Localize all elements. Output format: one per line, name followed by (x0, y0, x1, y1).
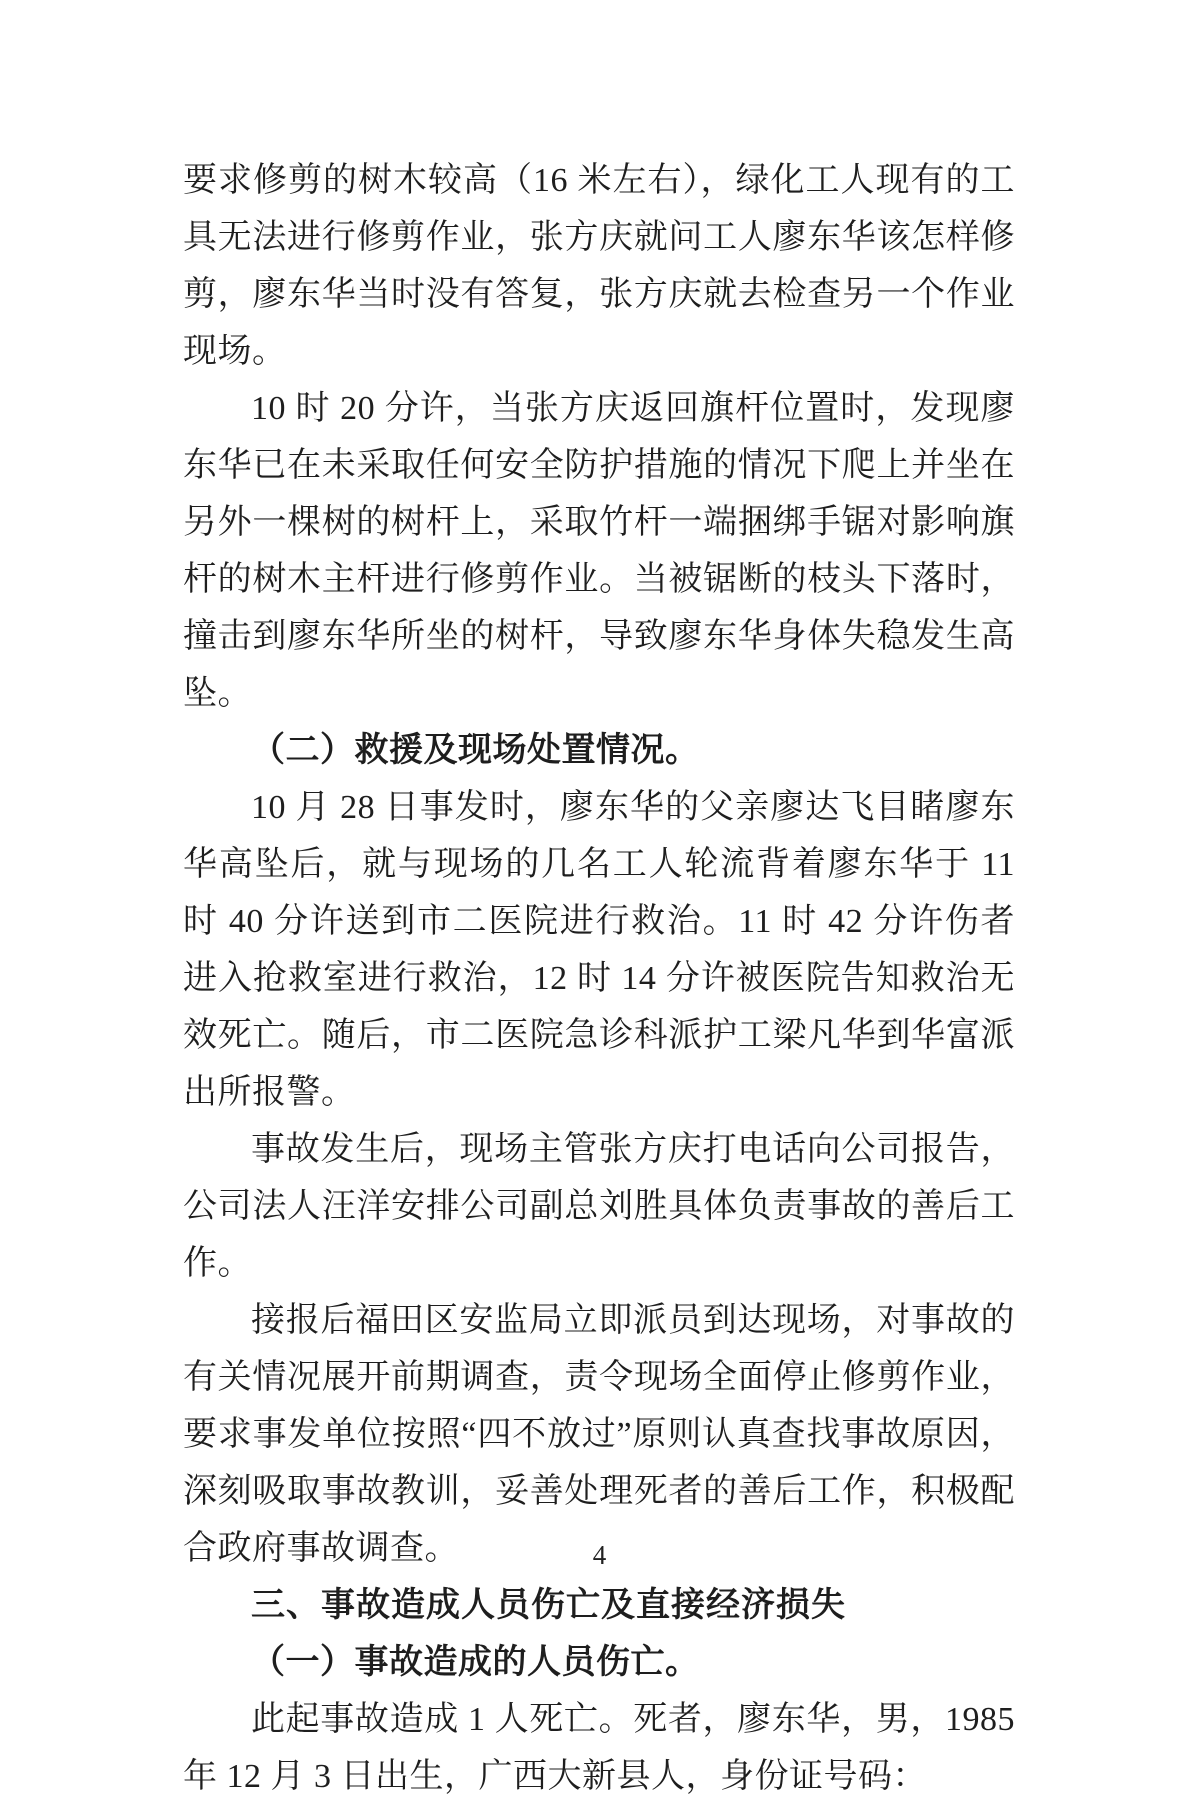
body-paragraph-fall-description: 10 时 20 分许，当张方庆返回旗杆位置时，发现廖东华已在未采取任何安全防护措施的情况下爬上并坐在另外一棵树的树杆上，采取竹杆一端捆绑手锯对影响旗杆的树木主杆进行修剪作业。当被锯断的枝头下落时，撞击到廖东华所坐的树杆，导致廖东华身体失稳发生高坠。 (183, 390, 1015, 712)
subsection-heading-casualties: （一）事故造成的人员伤亡。 (251, 1644, 700, 1681)
body-paragraph-company-report: 事故发生后，现场主管张方庆打电话向公司报告，公司法人汪洋安排公司副总刘胜具体负责事故的善后工作。 (183, 1131, 1015, 1282)
body-paragraph-victim-info: 此起事故造成 1 人死亡。死者，廖东华，男，1985 年 12 月 3 日出生，广西大新县人，身份证号码： (183, 1701, 1015, 1795)
section-heading-casualties-losses: 三、事故造成人员伤亡及直接经济损失 (251, 1586, 846, 1624)
body-paragraph-hospital-rescue: 10 月 28 日事发时，廖东华的父亲廖达飞目睹廖东华高坠后，就与现场的几名工人轮流背着廖东华于 11 时 40 分许送到市二医院进行救治。11 时 42 分许伤者进入抢救室进行救治，12 时 14 分许被医院告知救治无效死亡。随后，市二医院急诊科派护工梁凡华到华富派出所报警。 (183, 789, 1015, 1111)
body-paragraph-investigation: 接报后福田区安监局立即派员到达现场，对事故的有关情况展开前期调查，责令现场全面停止修剪作业，要求事发单位按照“四不放过”原则认真查找事故原因，深刻吸取事故教训，妥善处理死者的善后工作，积极配合政府事故调查。 (183, 1302, 1015, 1567)
body-paragraph-pruning-tools: 要求修剪的树木较高（16 米左右），绿化工人现有的工具无法进行修剪作业，张方庆就问工人廖东华该怎样修剪，廖东华当时没有答复，张方庆就去检查另一个作业现场。 (183, 162, 1015, 370)
subsection-heading-rescue: （二）救援及现场处置情况。 (251, 732, 700, 769)
page-footer (0, 1540, 1199, 1571)
page-number: 4 (592, 1540, 607, 1570)
